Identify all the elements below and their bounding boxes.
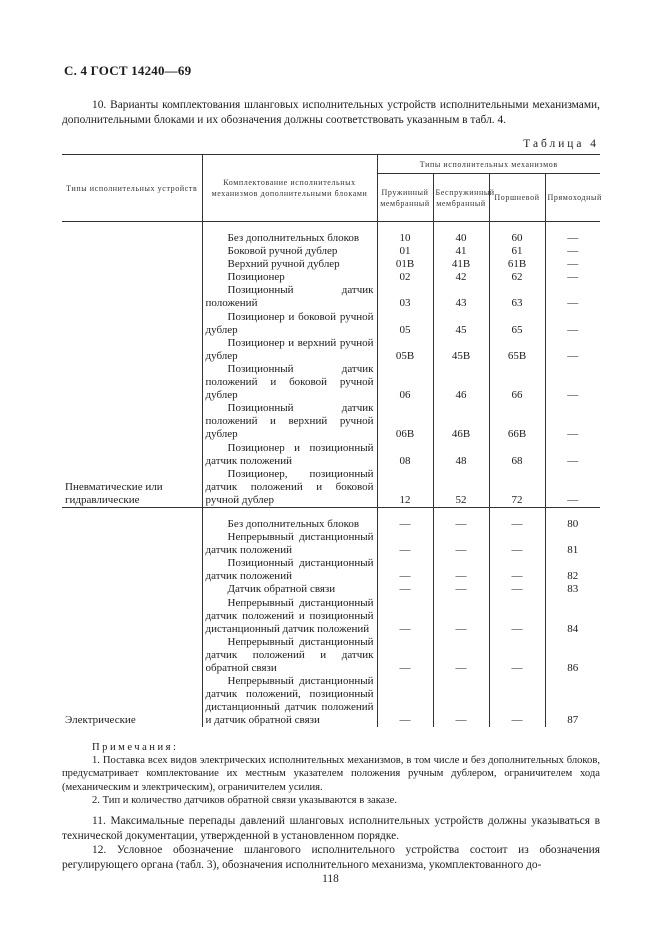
designation-cell: 62 [489,271,545,284]
note-item-2: 2. Тип и количество датчиков обратной связи указываются в заказе. [92,794,397,806]
designation-cell: — [377,518,433,531]
configuration-text: Позиционный датчик положений и верхний ручной дублер [205,402,374,441]
designation-cell: 63 [489,284,545,310]
designation-cell: — [433,583,489,596]
configuration-text: Непрерывный дистанционный датчик положений и датчик обратной связи [205,635,374,674]
designation-cell: — [489,518,545,531]
configuration-text: Позиционер и позиционный датчик положений [205,441,374,467]
designation-cell: 46В [433,402,489,441]
header-piston: Поршневой [489,174,545,222]
designation-cell: 65В [489,337,545,363]
designation-cell: 42 [433,271,489,284]
designation-cell: 86 [567,662,579,674]
designation-cell: 40 [433,232,489,245]
configuration-cell [202,597,377,636]
designation-cell: — [489,597,545,636]
designation-cell: 66 [489,363,545,402]
designation-cell: — [433,675,489,727]
device-type-cell: Электрические [62,518,202,728]
designation-cell: 60 [489,232,545,245]
designation-cell: — [489,636,545,675]
designation-cell: — [489,675,545,727]
configuration-text: Позиционный датчик положений и боковой ручной дублер [205,362,374,402]
designation-cell: — [567,323,579,336]
designation-cell: 83 [567,583,579,596]
designation-cell: — [377,531,433,557]
configuration-cell [202,468,377,508]
designation-cell: 87 [567,714,579,727]
designation-cell: — [433,518,489,531]
designation-cell: 01 [377,245,433,258]
configuration-text: Непрерывный дистанционный датчик положений и позиционный дистанционный датчик положений [205,596,374,635]
designation-cell: — [433,557,489,583]
designation-cell: 72 [489,468,545,508]
designation-cell: — [567,349,579,362]
designation-cell: — [489,557,545,583]
designation-cell: — [567,454,579,467]
configuration-cell [202,636,377,675]
designation-cell: — [377,636,433,675]
table-row [62,518,600,531]
configuration-text: Позиционер [227,271,285,284]
device-type-cell: Пневматические или гидравлические [62,232,202,507]
table-body [62,222,600,728]
designation-cell: — [567,428,579,441]
designation-cell: — [567,389,579,402]
header-springless-membrane: Беспружинный мембранный [433,174,489,222]
page-header: С. 4 ГОСТ 14240—69 [64,63,192,78]
notes-title: Примечания: [92,742,179,753]
designation-cell: 82 [567,570,579,583]
configuration-cell [202,258,377,271]
designation-cell: — [567,258,579,271]
designation-cell: 03 [377,284,433,310]
configuration-cell [202,363,377,402]
configuration-text: Позиционер и боковой ручной дублер [205,310,374,336]
designation-cell: 41 [433,245,489,258]
configuration-text: Позиционный дистанционный датчик положений [205,557,374,583]
designation-cell: — [567,271,579,284]
table-caption: Таблица 4 [523,138,599,150]
designation-cell: 61В [489,258,545,271]
designation-cell: — [489,583,545,596]
designation-cell: 41В [433,258,489,271]
designation-cell: — [567,493,579,506]
designation-cell: 48 [433,442,489,468]
designation-cell: 10 [377,232,433,245]
configuration-cell [202,245,377,258]
configuration-text: Боковой ручной дублер [227,245,338,258]
configuration-cell [202,583,377,596]
designation-cell: 05 [377,311,433,337]
designation-cell: — [433,597,489,636]
designation-cell: — [567,232,579,244]
table-row [62,232,600,245]
configuration-text: Без дополнительных блоков [227,517,360,530]
table-4 [62,154,600,727]
configuration-cell [202,284,377,310]
paragraph-11: 11. Максимальные перепады давлений шланговых исполнительных устройств должны указываться в технической документации, утвержденной в установленном порядке. [62,815,600,842]
configuration-cell [202,311,377,337]
designation-cell: 02 [377,271,433,284]
designation-cell: 05В [377,337,433,363]
designation-cell: 46 [433,363,489,402]
designation-cell: 45 [433,311,489,337]
header-configuration: Комплектование исполнительных механизмов дополнительными блоками [202,155,377,222]
designation-cell: 43 [433,284,489,310]
designation-cell: 61 [489,245,545,258]
designation-cell: 12 [377,468,433,508]
configuration-cell [202,271,377,284]
configuration-cell [202,442,377,468]
configuration-cell [202,232,377,245]
designation-cell: 68 [489,442,545,468]
designation-cell: — [433,531,489,557]
configuration-cell [202,675,377,727]
paragraph-12: 12. Условное обозначение шлангового исполнительного устройства состоит из обозначения регулирующего органа (табл. 3), обозначения исполнительного механизма, укомплектованного до- [62,844,600,871]
designation-cell: 65 [489,311,545,337]
designation-cell: 84 [567,622,579,635]
designation-cell: — [377,557,433,583]
page-number: 118 [322,873,339,885]
designation-cell: 66В [489,402,545,441]
header-mechanism-types: Типы исполнительных механизмов [377,155,600,174]
paragraph-10: 10. Варианты комплектования шланговых исполнительных устройств исполнительными механизмами, дополнительными блоками и их обозначения должны соответствовать указанным в табл. 4. [62,99,600,126]
notes [62,741,600,807]
configuration-text: Датчик обратной связи [227,583,336,596]
configuration-text: Непрерывный дистанционный датчик положений, позиционный дистанционный датчик положений и датчик обратной связи [205,675,374,727]
designation-cell: — [377,675,433,727]
designation-cell: — [377,597,433,636]
designation-cell: 45В [433,337,489,363]
configuration-text: Без дополнительных блоков [227,232,360,244]
header-device-types: Типы исполнительных устройств [62,155,202,222]
configuration-cell [202,531,377,557]
header-direct-acting: Прямоходный [545,174,600,222]
designation-cell: — [567,297,579,310]
configuration-cell [202,402,377,441]
configuration-cell [202,518,377,531]
designation-cell: — [567,245,579,258]
designation-cell: 80 [567,517,579,530]
header-spring-membrane: Пружинный мембранный [377,174,433,222]
configuration-text: Позиционер и верхний ручной дублер [205,336,374,362]
configuration-cell [202,557,377,583]
designation-cell: — [433,636,489,675]
configuration-cell [202,337,377,363]
designation-cell: 08 [377,442,433,468]
designation-cell: — [489,531,545,557]
configuration-text: Непрерывный дистанционный датчик положений [205,531,374,557]
configuration-text: Позиционный датчик положений [205,284,374,310]
designation-cell: 01В [377,258,433,271]
designation-cell: 06В [377,402,433,441]
designation-cell: — [377,583,433,596]
designation-cell: 81 [567,544,579,557]
configuration-text: Верхний ручной дублер [227,258,340,271]
note-item-1: 1. Поставка всех видов электрических исполнительных механизмов, в том числе и без дополнительных блоков, предусматривает комплектование их местным указателем положения ручным дублером, ограничителем хода (механическим и электрическим), ограничителем усилия. [62,755,600,793]
designation-cell: 52 [433,468,489,508]
configuration-text: Позиционер, позиционный датчик положений и боковой ручной дублер [205,467,374,506]
designation-cell: 06 [377,363,433,402]
